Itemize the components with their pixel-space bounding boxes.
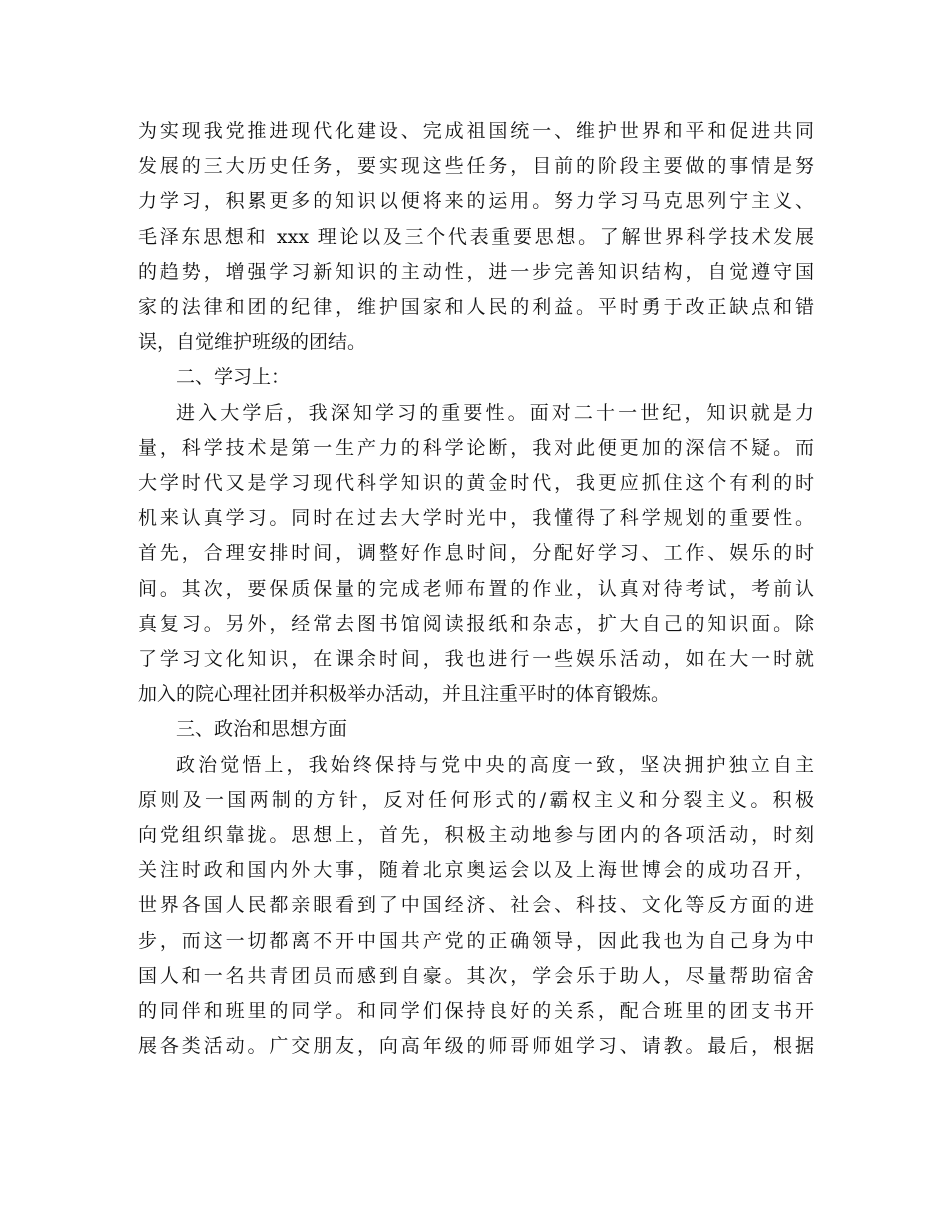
heading-text: 三、政治和思想方面 [176,718,348,741]
text-line: 毛泽东思想和 xxx 理论以及三个代表重要思想。了解世界科学技术发展 [138,225,814,248]
text-line: 加入的院心理社团并积极举办活动，并且注重平时的体育锻炼。 [138,683,671,706]
text-line: 家的法律和团的纪律，维护国家和人民的利益。平时勇于改正缺点和错 [138,296,814,319]
text-line: 关注时政和国内外大事，随着北京奥运会以及上海世博会的成功召开， [138,859,814,882]
section-heading-politics [138,712,814,747]
text-line: 发展的三大历史任务，要实现这些任务，目前的阶段主要做的事情是努 [138,155,814,178]
heading-text: 二、学习上： [176,366,291,389]
text-line: 世界各国人民都亲眼看到了中国经济、社会、科技、文化等反方面的进 [138,894,814,917]
text-line: 原则及一国两制的方针，反对任何形式的/霸权主义和分裂主义。积极 [138,788,814,811]
document-page [138,114,814,1064]
text-line: 步，而这一切都离不开中国共产党的正确领导，因此我也为自己身为中 [138,929,814,952]
text-line: 大学时代又是学习现代科学知识的黄金时代，我更应抓住这个有利的时 [138,472,814,495]
section-heading-study [138,360,814,395]
text-line: 的趋势，增强学习新知识的主动性，进一步完善知识结构，自觉遵守国 [138,260,814,283]
text-line: 力学习，积累更多的知识以便将来的运用。努力学习马克思列宁主义、 [138,190,814,213]
text-line: 向党组织靠拢。思想上，首先，积极主动地参与团内的各项活动，时刻 [138,824,814,847]
text-line: 量，科学技术是第一生产力的科学论断，我对此便更加的深信不疑。而 [138,436,814,459]
text-line: 首先，合理安排时间，调整好作息时间，分配好学习、工作、娱乐的时 [138,542,814,565]
paragraph-1 [138,114,814,360]
paragraph-2 [138,396,814,713]
text-line: 间。其次，要保质保量的完成老师布置的作业，认真对待考试，考前认 [138,577,814,600]
text-line: 机来认真学习。同时在过去大学时光中，我懂得了科学规划的重要性。 [138,507,814,530]
text-line: 政治觉悟上，我始终保持与党中央的高度一致，坚决拥护独立自主 [176,753,814,776]
paragraph-3 [138,748,814,1065]
text-line: 进入大学后，我深知学习的重要性。面对二十一世纪，知识就是力 [176,401,814,424]
text-line: 为实现我党推进现代化建设、完成祖国统一、维护世界和平和促进共同 [138,120,814,142]
text-line: 的同伴和班里的同学。和同学们保持良好的关系，配合班里的团支书开 [138,1000,814,1023]
text-line: 了学习文化知识，在课余时间，我也进行一些娱乐活动，如在大一时就 [138,648,814,671]
text-line: 国人和一名共青团员而感到自豪。其次，学会乐于助人，尽量帮助宿舍 [138,964,814,987]
text-line: 展各类活动。广交朋友，向高年级的师哥师姐学习、请教。最后，根据 [138,1035,814,1058]
text-line: 误，自觉维护班级的团结。 [138,331,367,354]
text-line: 真复习。另外，经常去图书馆阅读报纸和杂志，扩大自己的知识面。除 [138,612,814,635]
